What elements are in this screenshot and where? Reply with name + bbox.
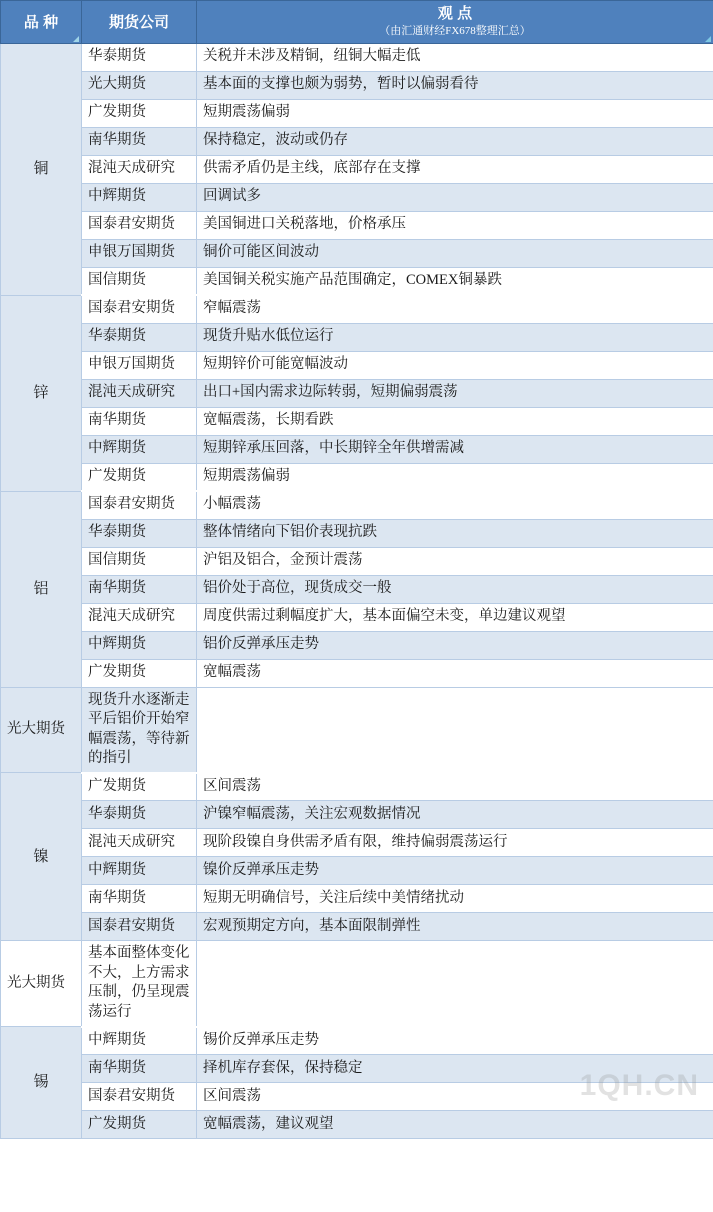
company-cell: 混沌天成研究: [82, 829, 197, 857]
company-cell: 中辉期货: [82, 631, 197, 659]
view-cell: 铜价可能区间波动: [197, 239, 713, 267]
view-cell: 沪镍窄幅震荡，关注宏观数据情况: [197, 801, 713, 829]
variety-cell: 镍: [1, 773, 82, 941]
table-row: [1, 407, 713, 435]
table-row: [1, 631, 713, 659]
view-cell: 现货升水逐渐走平后铝价开始窄幅震荡，等待新的指引: [82, 687, 197, 773]
table-row: [1, 491, 713, 519]
view-cell: 美国铜关税实施产品范围确定，COMEX铜暴跌: [197, 267, 713, 295]
table-row: [1, 885, 713, 913]
view-cell: 铝价处于高位，现货成交一般: [197, 575, 713, 603]
view-cell: 供需矛盾仍是主线，底部存在支撑: [197, 155, 713, 183]
company-cell: 华泰期货: [82, 323, 197, 351]
table-row: [1, 295, 713, 323]
variety-cell: 铜: [1, 43, 82, 295]
table-row: [1, 211, 713, 239]
company-cell: 中辉期货: [82, 183, 197, 211]
company-cell: 南华期货: [82, 1055, 197, 1083]
table-row: [1, 829, 713, 857]
table-row: [1, 435, 713, 463]
table-row: [1, 659, 713, 687]
variety-cell: 锡: [1, 1027, 82, 1139]
company-cell: 中辉期货: [82, 857, 197, 885]
variety-cell: 铝: [1, 491, 82, 687]
view-cell: 宽幅震荡，建议观望: [197, 1111, 713, 1139]
table-row: [1, 687, 713, 773]
view-cell: 区间震荡: [197, 773, 713, 801]
table-row: [1, 323, 713, 351]
view-cell: 短期震荡偏弱: [197, 99, 713, 127]
company-cell: 国泰君安期货: [82, 1083, 197, 1111]
variety-cell: 锌: [1, 295, 82, 491]
table-row: [1, 773, 713, 801]
view-cell: 窄幅震荡: [197, 295, 713, 323]
company-cell: 混沌天成研究: [82, 379, 197, 407]
table-row: [1, 547, 713, 575]
table-row: [1, 801, 713, 829]
company-cell: 南华期货: [82, 127, 197, 155]
header-variety-label: 品 种: [23, 14, 59, 32]
view-cell: 基本面整体变化不大，上方需求压制，仍呈现震荡运行: [82, 941, 197, 1027]
table-header: [1, 1, 713, 44]
view-cell: 沪铝及铝合，金预计震荡: [197, 547, 713, 575]
view-cell: 锡价反弹承压走势: [197, 1027, 713, 1055]
table-row: [1, 1027, 713, 1055]
table-row: [1, 603, 713, 631]
view-cell: 现货升贴水低位运行: [197, 323, 713, 351]
table-row: [1, 941, 713, 1027]
company-cell: 南华期货: [82, 885, 197, 913]
company-cell: 广发期货: [82, 99, 197, 127]
company-cell: 南华期货: [82, 407, 197, 435]
view-cell: 宽幅震荡: [197, 659, 713, 687]
view-cell: 美国铜进口关税落地，价格承压: [197, 211, 713, 239]
table-row: [1, 1083, 713, 1111]
view-cell: 短期无明确信号，关注后续中美情绪扰动: [197, 885, 713, 913]
company-cell: 中辉期货: [82, 435, 197, 463]
table-row: [1, 43, 713, 71]
company-cell: 南华期货: [82, 575, 197, 603]
view-cell: 镍价反弹承压走势: [197, 857, 713, 885]
company-cell: 国信期货: [82, 267, 197, 295]
table-row: [1, 857, 713, 885]
company-cell: 国泰君安期货: [82, 491, 197, 519]
company-cell: 光大期货: [1, 687, 82, 773]
view-cell: 短期震荡偏弱: [197, 463, 713, 491]
view-cell: 周度供需过剩幅度扩大，基本面偏空未变，单边建议观望: [197, 603, 713, 631]
header-view-subtitle: （由汇通财经FX678整理汇总）: [379, 24, 531, 37]
company-cell: 国泰君安期货: [82, 295, 197, 323]
company-cell: 光大期货: [1, 941, 82, 1027]
header-view-label: 观 点: [437, 5, 473, 22]
company-cell: 国泰君安期货: [82, 211, 197, 239]
view-cell: 基本面的支撑也颇为弱势，暂时以偏弱看待: [197, 71, 713, 99]
view-cell: 短期锌价可能宽幅波动: [197, 351, 713, 379]
company-cell: 中辉期货: [82, 1027, 197, 1055]
table-row: [1, 183, 713, 211]
company-cell: 混沌天成研究: [82, 155, 197, 183]
filter-corner-icon-2: [705, 36, 711, 42]
view-cell: 现阶段镍自身供需矛盾有限，维持偏弱震荡运行: [197, 829, 713, 857]
company-cell: 广发期货: [82, 773, 197, 801]
view-cell: 整体情绪向下铝价表现抗跌: [197, 519, 713, 547]
table-row: [1, 463, 713, 491]
company-cell: 广发期货: [82, 1111, 197, 1139]
table-row: [1, 913, 713, 941]
company-cell: 广发期货: [82, 463, 197, 491]
table-row: [1, 1111, 713, 1139]
table-row: [1, 379, 713, 407]
view-cell: 宏观预期定方向，基本面限制弹性: [197, 913, 713, 941]
view-cell: 短期锌承压回落，中长期锌全年供增需减: [197, 435, 713, 463]
header-variety: [1, 1, 82, 44]
table-row: [1, 1055, 713, 1083]
company-cell: 国泰君安期货: [82, 913, 197, 941]
view-cell: 宽幅震荡，长期看跌: [197, 407, 713, 435]
company-cell: 华泰期货: [82, 43, 197, 71]
table-row: [1, 351, 713, 379]
table-row: [1, 99, 713, 127]
table-row: [1, 155, 713, 183]
header-view: [197, 1, 713, 44]
table-body: [1, 43, 713, 1139]
company-cell: 国信期货: [82, 547, 197, 575]
view-cell: 关税并未涉及精铜，纽铜大幅走低: [197, 43, 713, 71]
header-company: [82, 1, 197, 44]
company-cell: 申银万国期货: [82, 351, 197, 379]
table-row: [1, 575, 713, 603]
view-cell: 区间震荡: [197, 1083, 713, 1111]
company-cell: 广发期货: [82, 659, 197, 687]
company-cell: 华泰期货: [82, 519, 197, 547]
table-row: [1, 267, 713, 295]
table-row: [1, 127, 713, 155]
header-company-label: 期货公司: [108, 14, 169, 32]
view-cell: 择机库存套保，保持稳定: [197, 1055, 713, 1083]
filter-corner-icon: [73, 36, 79, 42]
view-cell: 出口+国内需求边际转弱，短期偏弱震荡: [197, 379, 713, 407]
company-cell: 混沌天成研究: [82, 603, 197, 631]
table-row: [1, 519, 713, 547]
company-cell: 光大期货: [82, 71, 197, 99]
view-cell: 小幅震荡: [197, 491, 713, 519]
view-cell: 保持稳定，波动或仍存: [197, 127, 713, 155]
company-cell: 华泰期货: [82, 801, 197, 829]
view-cell: 铝价反弹承压走势: [197, 631, 713, 659]
view-cell: 回调试多: [197, 183, 713, 211]
table-row: [1, 71, 713, 99]
company-cell: 申银万国期货: [82, 239, 197, 267]
table-row: [1, 239, 713, 267]
watermark: 1QH.CN: [579, 1069, 699, 1102]
